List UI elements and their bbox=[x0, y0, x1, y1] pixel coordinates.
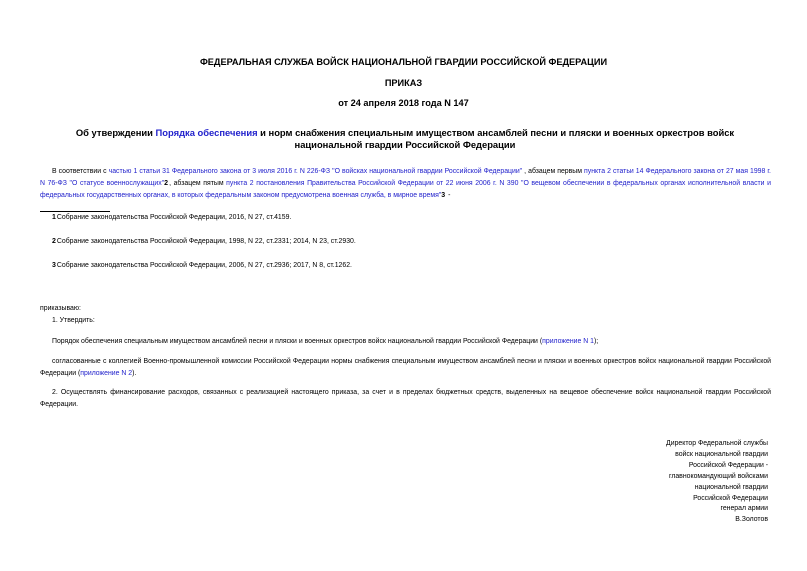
agency-heading: ФЕДЕРАЛЬНАЯ СЛУЖБА ВОЙСК НАЦИОНАЛЬНОЙ ГВАРДИИ РОССИЙСКОЙ ФЕДЕРАЦИИ bbox=[199, 57, 608, 67]
footnote-3 bbox=[52, 262, 352, 269]
approve-procedure bbox=[52, 336, 771, 348]
footnote-mark: 2 bbox=[52, 238, 56, 245]
intro-link-resolution-390[interactable]: пункта 2 постановления Правительства Российской Федерации от 22 июня 2006 г. N 390 "О вещевом обеспечении в федеральных органах исполнительной власти и федеральных государственных органах, в которых федеральным законом предусмотрена военная служба, в мирное время" bbox=[40, 180, 771, 199]
footnote-2 bbox=[52, 238, 356, 245]
document-date-number: от 24 апреля 2018 года N 147 bbox=[338, 98, 469, 108]
signature-block bbox=[666, 439, 768, 526]
intro-text-3: , абзацем пятым bbox=[169, 180, 227, 187]
footnote-mark[interactable]: 2 bbox=[164, 180, 169, 187]
intro-link-law-76[interactable]: пункта 2 статьи 14 Федерального закона от 27 мая 1998 г. N 76-ФЗ "О статусе военнослужащих" bbox=[40, 168, 771, 187]
signature-line: главнокомандующий войсками bbox=[668, 472, 768, 480]
footnote-text: Собрание законодательства Российской Федерации, 2016, N 27, ст.4159. bbox=[56, 214, 292, 221]
approve-procedure-end: ); bbox=[593, 338, 599, 345]
footnote-mark: 3 bbox=[52, 262, 56, 269]
document-type: ПРИКАЗ bbox=[384, 78, 423, 88]
approve-norms-text: согласованные с коллегией Военно-промышленной комиссии Российской Федерации нормы снабжения специальным имуществом ансамблей песни и пляски и военных оркестров войск национальной гвардии Российской Федерации ( bbox=[40, 358, 771, 377]
title-suffix: и норм снабжения специальным имуществом ансамблей песни и пляски и военных оркестров войск национальной гвардии Российской Федерации bbox=[257, 127, 735, 150]
intro-text-1: В соответствии с bbox=[52, 168, 109, 175]
footnote-text: Собрание законодательства Российской Федерации, 1998, N 22, ст.2331; 2014, N 23, ст.2930. bbox=[56, 238, 356, 245]
order-word: приказываю: bbox=[40, 305, 81, 312]
footnote-1 bbox=[52, 214, 291, 221]
intro-paragraph bbox=[40, 166, 771, 202]
item-2-paragraph: 2. Осуществлять финансирование расходов, связанных с реализацией настоящего приказа, за счет и в пределах бюджетных средств, выделенных на вещевое обеспечение войск национальной гвардии Российской Федерации. bbox=[40, 389, 771, 408]
footnote-mark: 1 bbox=[52, 214, 56, 221]
signature-line: Российской Федерации - bbox=[688, 461, 768, 469]
signature-line: национальной гвардии bbox=[694, 483, 768, 491]
document-title bbox=[50, 127, 760, 151]
appendix-1-link[interactable]: приложение N 1 bbox=[542, 338, 594, 345]
item-1-heading: 1. Утвердить: bbox=[52, 317, 95, 324]
footnote-text: Собрание законодательства Российской Федерации, 2006, N 27, ст.2936; 2017, N 8, ст.1262. bbox=[56, 262, 352, 269]
footnote-divider bbox=[40, 211, 110, 212]
intro-text-4: - bbox=[446, 192, 451, 199]
title-prefix: Об утверждении bbox=[75, 127, 156, 138]
intro-link-law-226[interactable]: частью 1 статьи 31 Федерального закона от 3 июля 2016 г. N 226-ФЗ "О войсках национальной гвардии Российской Федерации" bbox=[108, 168, 523, 175]
signature-line: войск национальной гвардии bbox=[675, 450, 768, 458]
signatory-name: В.Золотов bbox=[735, 516, 768, 524]
approve-norms-end: ). bbox=[132, 370, 137, 377]
footnote-mark[interactable]: 3 bbox=[441, 192, 446, 199]
signature-line: генерал армии bbox=[720, 505, 768, 513]
signature-line: Директор Федеральной службы bbox=[666, 440, 768, 447]
intro-text-2: , абзацем первым bbox=[522, 168, 585, 175]
appendix-2-link[interactable]: приложение N 2 bbox=[80, 370, 133, 377]
approve-procedure-text: Порядок обеспечения специальным имуществом ансамблей песни и пляски и военных оркестров войск национальной гвардии Российской Федерации ( bbox=[52, 338, 543, 345]
signature-line: Российской Федерации bbox=[693, 494, 768, 502]
approve-norms bbox=[40, 356, 771, 380]
title-link[interactable]: Порядка обеспечения bbox=[155, 127, 258, 138]
